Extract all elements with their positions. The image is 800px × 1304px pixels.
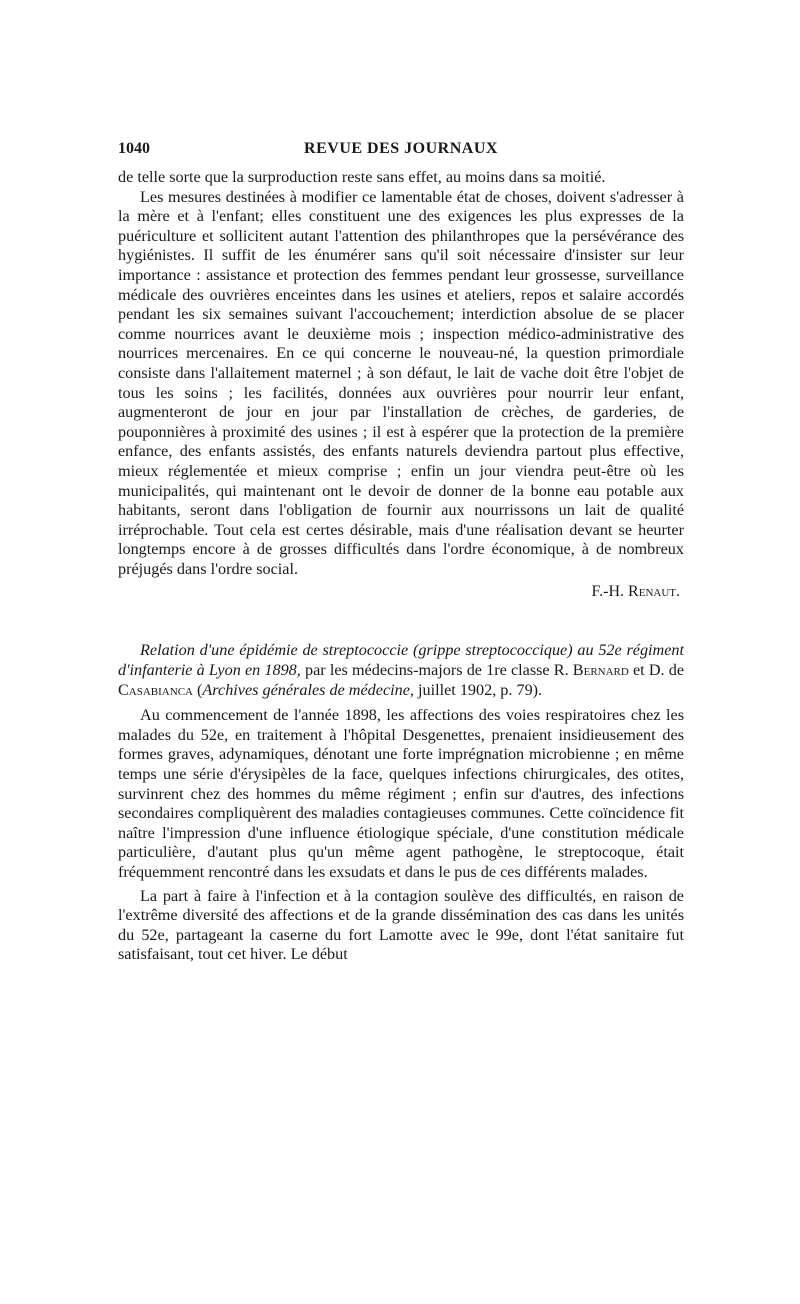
section-gap (118, 601, 684, 641)
journal-title: Archives générales de médecine, (202, 680, 414, 699)
page (118, 140, 684, 965)
paragraph-continuation: de telle sorte que la surproduction reste sans effet, au moins dans sa moitié. (118, 168, 606, 186)
paragraph-commencement: Au commencement de l'année 1898, les affections des voies respiratoires chez les malades du 52e, en traitement à l'hôpital Desgenettes, prenaient insidieusement des formes graves, adynamiques, dénotant une forte imprégnation microbienne ; en même temps une série d'érysipèles de la face, quelques infections chirurgicales, des otites, survinrent chez des hommes du même régiment ; enfin sur d'autres, des infections secondaires compliquèrent des maladies contagieuses communes. Cette coïncidence fit naître l'impression d'une influence étiologique spéciale, d'une constitution médicale particulière, d'autant plus qu'un même agent pathogène, le streptocoque, était fréquemment rencontré dans les exsudats et dans le pus de ces différents malades. (118, 706, 684, 881)
author-signature: F.-H. Renaut. (591, 583, 680, 601)
authors-prefix: par les médecins-majors de 1re classe R. (300, 661, 573, 680)
running-title: REVUE DES JOURNAUX (304, 140, 498, 157)
running-head (118, 140, 684, 158)
article-heading (118, 641, 684, 700)
source-open: ( (192, 680, 203, 699)
author-casabianca: Casabianca (118, 680, 193, 699)
authors-mid: et D. de (628, 661, 685, 680)
author-bernard: Bernard (572, 661, 629, 680)
paragraph-measures: Les mesures destinées à modifier ce lamentable état de choses, doivent s'adresser à la mère et à l'enfant; elles constituent une des exigences les plus expresses de la puériculture et sollicitent autant l'attention des philanthropes que la persévérance des hygiénistes. Il suffit de les énumérer sans qu'il soit nécessaire d'insister sur leur importance : assistance et protection des femmes pendant leur grossesse, surveillance médicale des ouvrières enceintes dans les usines et ateliers, repos et salaire accordés pendant les six semaines suivant l'accouchement; interdiction absolue de se placer comme nourrices avant le deuxième mois ; inspection médico-administrative des nourrices mercenaires. En ce qui concerne le nouveau-né, la question primordiale consiste dans l'allaitement maternel ; à son défaut, le lait de vache doit être l'objet de tous les soins ; les facilités, données aux ouvrières pour nourrir leur enfant, augmenteront de jour en jour par l'installation de crèches, de garderies, de pouponnières à proximité des usines ; il est à espérer que la protection de la première enfance, des enfants assistés, des enfants naturels deviendra partout plus effective, mieux réglementée et mieux comprise ; enfin un jour viendra peut-être où les municipalités, qui maintenant ont le devoir de donner de la bonne eau potable aux habitants, seront dans l'obligation de fournir aux nourrissons un lait de qualité irréprochable. Tout cela est certes désirable, mais d'une réalisation devant se heurter longtemps encore à de grosses difficultés dans l'ordre économique, à de nombreux préjugés dans l'ordre social. (118, 187, 684, 578)
article-title: Relation d'une épidémie de streptococcie (grippe streptococcique) au 52e régiment d'infanterie à Lyon en 1898, (118, 641, 684, 680)
paragraph-contagion: La part à faire à l'infection et à la contagion soulève des difficultés, en raison de l'extrême diversité des affections et de la grande dissémination des cas dans les unités du 52e, partageant la caserne du fort Lamotte avec le 99e, dont l'état sanitaire fut satisfaisant, tout cet hiver. Le début (118, 886, 684, 964)
source-close: juillet 1902, p. 79). (413, 680, 543, 699)
page-number: 1040 (118, 140, 150, 157)
